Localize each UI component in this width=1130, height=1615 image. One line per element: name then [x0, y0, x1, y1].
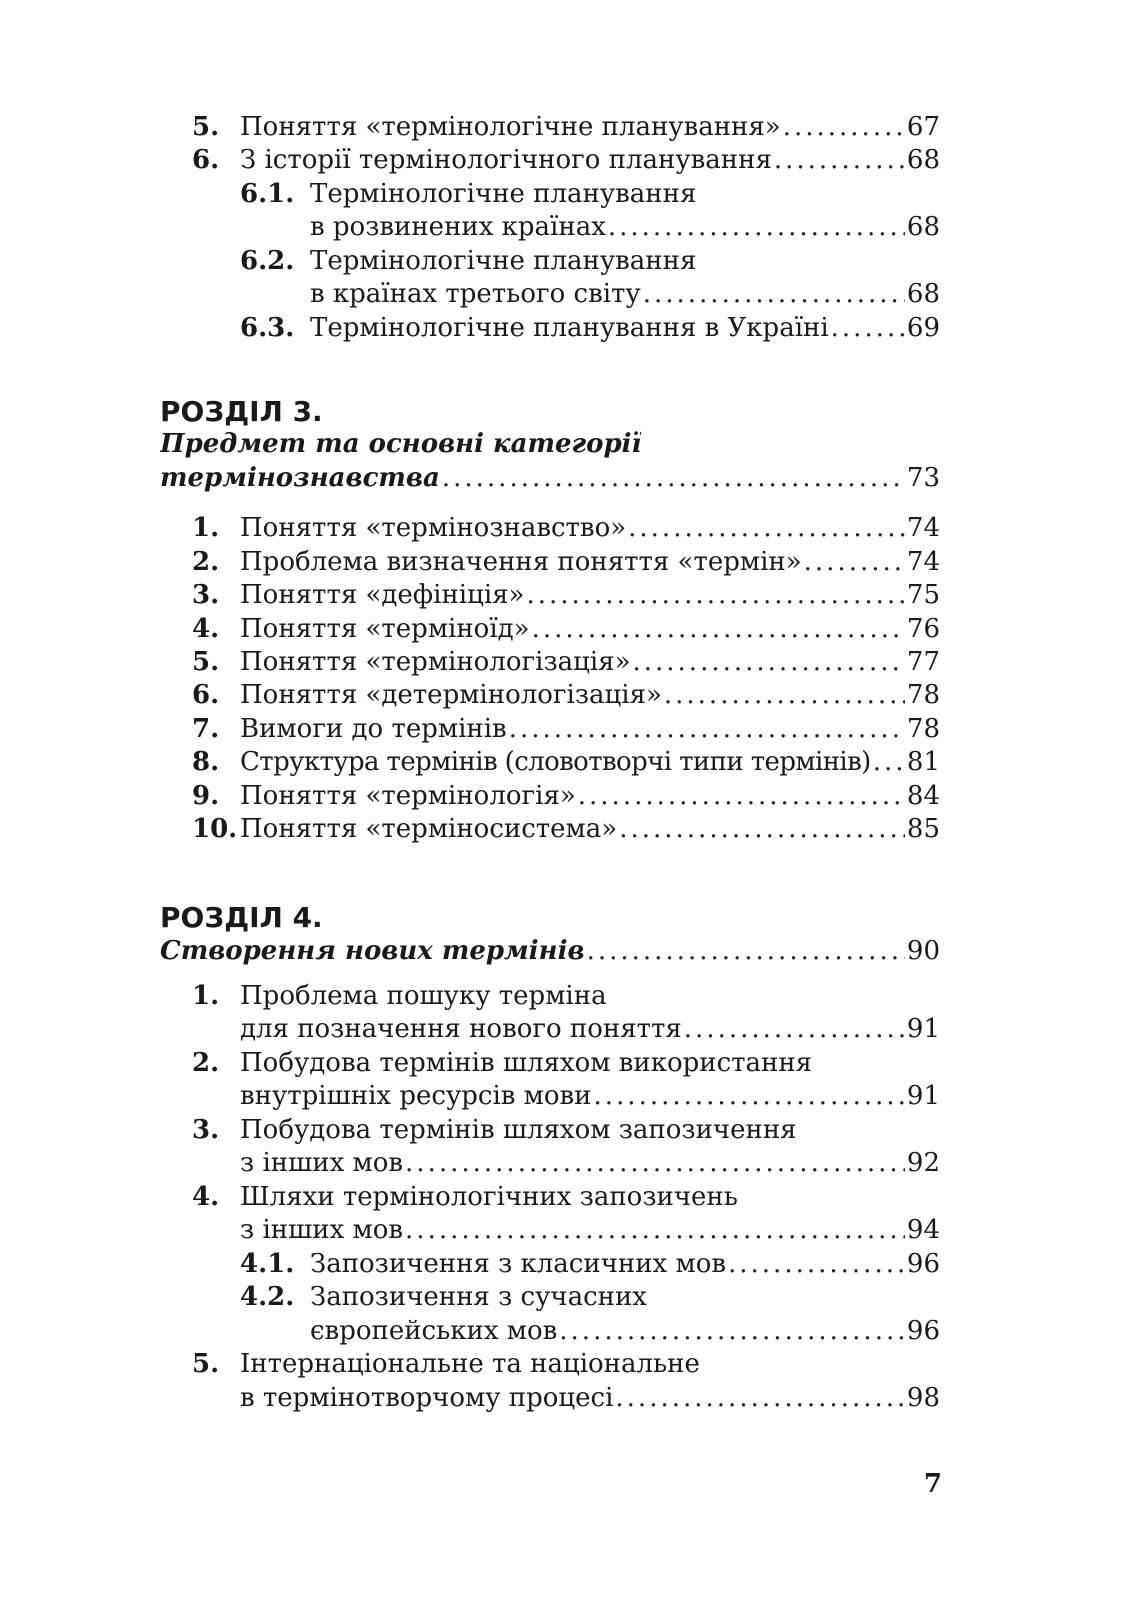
page-number: 7 — [923, 1469, 942, 1499]
toc-entry-continuation — [160, 210, 940, 244]
chapter-label: РОЗДІЛ 4. — [160, 901, 323, 934]
entry-number: 6. — [192, 145, 220, 175]
entry-page: 74 — [906, 513, 940, 543]
entry-title: Інтернаціональне та національне — [240, 1349, 700, 1379]
chapter-page: 90 — [906, 936, 940, 966]
entry-page: 68 — [906, 279, 940, 309]
toc-entry — [160, 511, 940, 545]
toc-entry — [160, 1113, 940, 1147]
toc-entry — [160, 545, 940, 579]
toc-entry — [160, 578, 940, 612]
chapter-label: РОЗДІЛ 3. — [160, 395, 323, 428]
entry-title: З історії термінологічного планування — [240, 145, 772, 175]
toc-entry — [160, 1347, 940, 1381]
chapter-title-text: Створення нових термінів — [160, 936, 585, 966]
entry-title: Поняття «термінологія» — [240, 781, 576, 811]
entry-number: 1. — [192, 981, 220, 1011]
entry-title: Термінологічне планування — [310, 246, 697, 276]
entry-page: 96 — [906, 1316, 940, 1346]
toc-entry — [160, 745, 940, 779]
toc-entry — [160, 1280, 940, 1314]
toc-entry — [160, 712, 940, 746]
entry-number: 2. — [192, 547, 220, 577]
entry-page: 68 — [906, 212, 940, 242]
chapter-title — [160, 461, 940, 495]
toc-entry-continuation — [160, 1381, 940, 1415]
entry-title: Проблема пошуку терміна — [240, 981, 607, 1011]
entry-number: 2. — [192, 1048, 220, 1078]
chapter-title — [160, 427, 940, 461]
entry-title: Поняття «дефініція» — [240, 580, 525, 610]
entry-title: Шляхи термінологічних запозичень — [240, 1182, 738, 1212]
entry-page: 91 — [906, 1081, 940, 1111]
toc-entry — [160, 645, 940, 679]
toc-entry-continuation — [160, 1314, 940, 1348]
entry-title: внутрішніх ресурсів мови — [240, 1081, 592, 1111]
entry-page: 78 — [906, 714, 940, 744]
toc-entry — [160, 244, 940, 278]
entry-number: 7. — [192, 714, 220, 744]
entry-number: 4. — [192, 614, 220, 644]
entry-number: 3. — [192, 1115, 220, 1145]
entry-title: в розвинених країнах — [310, 212, 606, 242]
entry-page: 78 — [906, 680, 940, 710]
toc-entry — [160, 311, 940, 345]
entry-title: Поняття «термінознавство» — [240, 513, 627, 543]
entry-number: 4. — [192, 1182, 220, 1212]
toc-entry-continuation — [160, 1012, 940, 1046]
entry-page: 84 — [906, 781, 940, 811]
toc-entry — [160, 1180, 940, 1214]
entry-title: Термінологічне планування — [310, 179, 697, 209]
toc-entry — [160, 812, 940, 846]
entry-title: Поняття «детермінологізація» — [240, 680, 662, 710]
entry-page: 74 — [906, 547, 940, 577]
toc-entry — [160, 779, 940, 813]
entry-number: 1. — [192, 513, 220, 543]
entry-title: Побудова термінів шляхом запозичення — [240, 1115, 797, 1145]
entry-number: 4.2. — [240, 1282, 295, 1312]
entry-number: 5. — [192, 1349, 220, 1379]
entry-number: 6. — [192, 680, 220, 710]
chapter-title-text: Предмет та основні категорії — [160, 429, 642, 459]
entry-title: для позначення нового поняття — [240, 1014, 682, 1044]
entry-page: 68 — [906, 145, 940, 175]
chapter-title-text: термінознавства — [160, 463, 440, 493]
entry-title: в країнах третього світу — [310, 279, 641, 309]
entry-title: Поняття «терміносистема» — [240, 814, 618, 844]
toc-entry — [160, 979, 940, 1013]
entry-title: Вимоги до термінів — [240, 714, 507, 744]
toc-entry — [160, 177, 940, 211]
entry-page: 67 — [906, 112, 940, 142]
entry-title: з інших мов — [240, 1215, 404, 1245]
entry-title: Побудова термінів шляхом використання — [240, 1048, 813, 1078]
entry-page: 85 — [906, 814, 940, 844]
entry-title: Запозичення з сучасних — [310, 1282, 647, 1312]
entry-number: 4.1. — [240, 1249, 295, 1279]
toc-entry-continuation — [160, 277, 940, 311]
toc-entry — [160, 678, 940, 712]
entry-number: 6.1. — [240, 179, 295, 209]
entry-number: 5. — [192, 112, 220, 142]
entry-number: 6.3. — [240, 313, 295, 343]
entry-page: 76 — [906, 614, 940, 644]
entry-title: європейських мов — [310, 1316, 558, 1346]
toc-entry — [160, 1247, 940, 1281]
toc-entry — [160, 612, 940, 646]
toc-entry-continuation — [160, 1146, 940, 1180]
toc-entry — [160, 143, 940, 177]
toc-entry — [160, 1046, 940, 1080]
entry-title: Проблема визначення поняття «термін» — [240, 547, 802, 577]
chapter-page: 73 — [906, 463, 940, 493]
entry-number: 5. — [192, 647, 220, 677]
entry-title: Поняття «термінологізація» — [240, 647, 631, 677]
entry-number: 8. — [192, 747, 220, 777]
entry-number: 3. — [192, 580, 220, 610]
entry-number: 6.2. — [240, 246, 295, 276]
entry-title: Запозичення з класичних мов — [310, 1249, 726, 1279]
entry-page: 96 — [906, 1249, 940, 1279]
entry-number: 9. — [192, 781, 220, 811]
entry-page: 98 — [906, 1383, 940, 1413]
entry-title: Структура термінів (словотворчі типи термінів) — [240, 747, 871, 777]
toc-entry-continuation — [160, 1079, 940, 1113]
toc-entry-continuation — [160, 1213, 940, 1247]
entry-title: Поняття «термінологічне планування» — [240, 112, 781, 142]
toc-entry — [160, 110, 940, 144]
entry-page: 91 — [906, 1014, 940, 1044]
entry-title: в термінотворчому процесі — [240, 1383, 614, 1413]
entry-page: 81 — [906, 747, 940, 777]
chapter-title — [160, 934, 940, 968]
entry-page: 94 — [906, 1215, 940, 1245]
entry-page: 69 — [906, 313, 940, 343]
entry-title: Поняття «терміноїд» — [240, 614, 530, 644]
entry-number: 10. — [192, 814, 238, 844]
entry-title: Термінологічне планування в Україні — [310, 313, 829, 343]
entry-page: 77 — [906, 647, 940, 677]
entry-title: з інших мов — [240, 1148, 404, 1178]
entry-page: 92 — [906, 1148, 940, 1178]
entry-page: 75 — [906, 580, 940, 610]
